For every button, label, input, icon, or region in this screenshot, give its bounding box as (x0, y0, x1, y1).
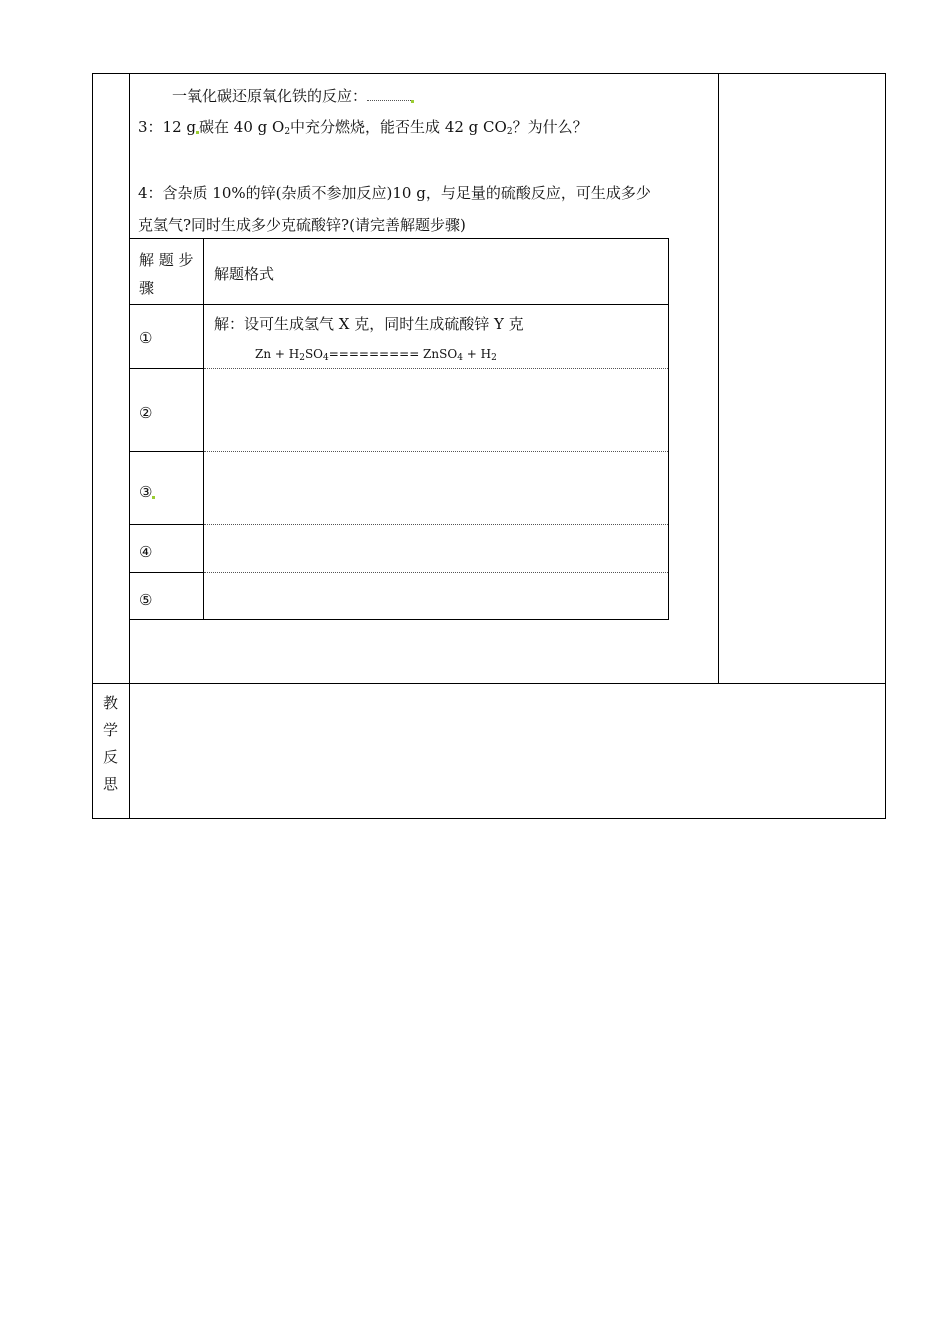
question-4-line-1: 4：含杂质 10%的锌(杂质不参加反应)10 g，与足量的硫酸反应，可生成多少 (138, 184, 651, 202)
reflection-label-4: 思 (102, 775, 118, 793)
edit-mark (411, 100, 414, 103)
step-1-label: ① (139, 329, 153, 347)
q3-text-3: 中充分燃烧，能否生成 42 g CO (290, 118, 507, 136)
header-format: 解题格式 (214, 265, 275, 283)
question-3 (138, 117, 588, 142)
step-2-label: ② (139, 404, 153, 422)
co-reaction-text: 一氧化碳还原氧化铁的反应： (172, 87, 368, 105)
step-4-label: ④ (139, 543, 153, 561)
row-divider-1-right (204, 368, 668, 369)
step-1-content: 解：设可生成氢气 X 克，同时生成硫酸锌 Y 克 (214, 315, 524, 333)
q3-subscript-2: 2 (506, 127, 513, 137)
q3-text-4: ？为什么？ (512, 118, 588, 136)
eq-part-4: + H (462, 347, 492, 361)
q3-text-2: 碳在 40 g O (199, 118, 285, 136)
outer-row-divider (92, 683, 886, 684)
row-divider-2-left (130, 451, 204, 452)
reaction-equation (255, 347, 497, 363)
question-4-line-2: 克氢气?同时生成多少克硫酸锌?(请完善解题步骤) (138, 216, 466, 234)
eq-part-2: SO (304, 347, 324, 361)
header-row-divider (130, 304, 668, 305)
reflection-label-3: 反 (102, 748, 118, 766)
header-steps-line-1: 解 题 步 (139, 251, 194, 269)
solution-table (129, 238, 669, 620)
answer-blank[interactable] (367, 88, 411, 101)
row-divider-2-right (204, 451, 668, 452)
eq-part-1: Zn + H (255, 347, 300, 361)
eq-sub-1: 2 (299, 353, 305, 363)
q3-subscript-1: 2 (284, 127, 291, 137)
eq-sub-2: 4 (323, 353, 329, 363)
eq-sub-3: 4 (457, 353, 463, 363)
co-reaction-line (172, 86, 414, 106)
row-divider-4-right (204, 572, 668, 573)
row-divider-3-right (204, 524, 668, 525)
step-5-label: ⑤ (139, 591, 153, 609)
step-3-label (139, 479, 155, 505)
row-divider-4-left (130, 572, 204, 573)
reflection-label-1: 教 (102, 694, 118, 712)
row-divider-1-left (130, 368, 204, 369)
edit-mark (152, 496, 155, 499)
eq-part-3: ========= ZnSO (328, 347, 458, 361)
eq-sub-4: 2 (491, 353, 497, 363)
q3-text-1: 3：12 g (138, 118, 197, 136)
solution-table-col-divider (203, 239, 204, 619)
reflection-label-2: 学 (102, 721, 118, 739)
row-divider-3-left (130, 524, 204, 525)
header-steps-line-2: 骤 (139, 279, 155, 297)
step-3-label-text: ③ (139, 483, 153, 501)
outer-right-col-divider (718, 73, 719, 683)
